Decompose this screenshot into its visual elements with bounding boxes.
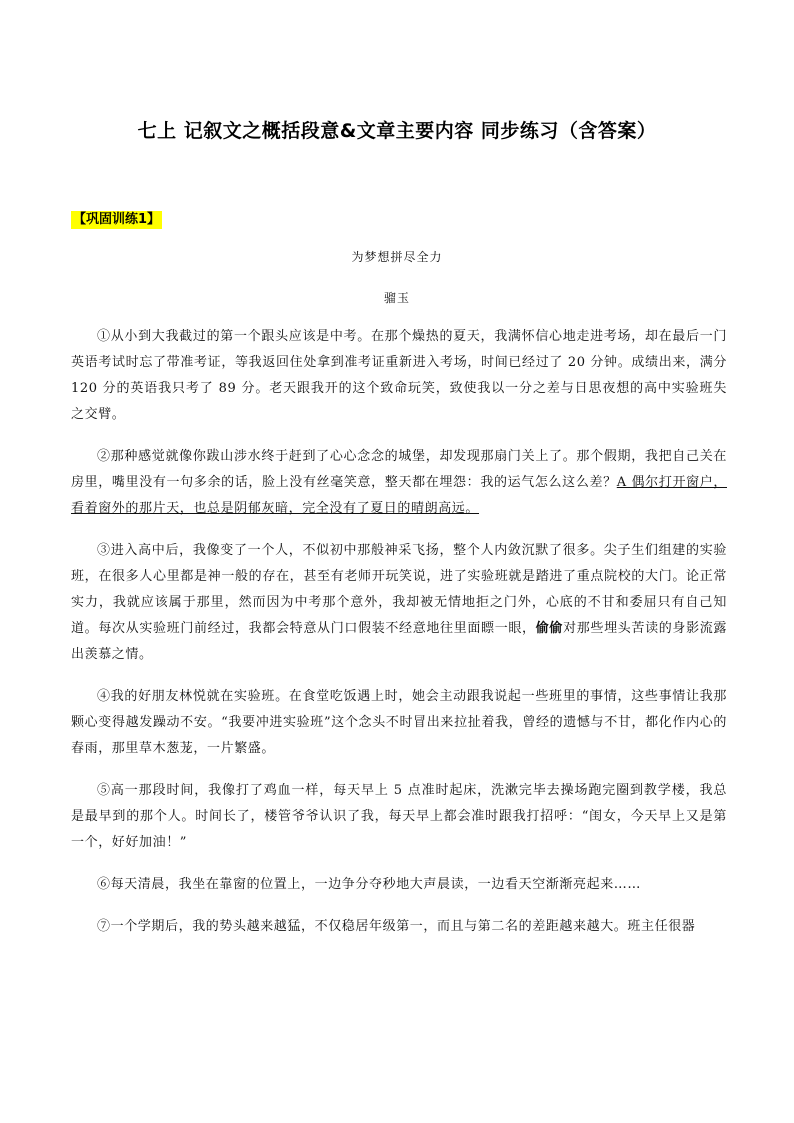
paragraph-7: ⑦一个学期后，我的势头越来越猛，不仅稳居年级第一，而且与第二名的差距越来越大。班主任很器 xyxy=(97,919,696,934)
essay-title: 为梦想拼尽全力 xyxy=(351,250,443,264)
paragraph-2 xyxy=(71,444,727,522)
section-tag-highlight: 【巩固训练1】 xyxy=(73,212,161,227)
paragraph-3-bold-word: 偷偷 xyxy=(535,621,564,636)
paragraph-3 xyxy=(71,538,727,668)
paragraph-3-text-a: ③进入高中后，我像变了一个人，不似初中那般神采飞扬，整个人内敛沉默了很多。尖子生们组建的实验班，在很多人心里都是神一般的存在，甚至有老师开玩笑说，进了实验班就是踏进了重点院校的大门。论正常实力，我就应该属于那里，然而因为中考那个意外，我却被无情地拒之门外，心底的不甘和委屈只有自己知道。每次从实验班门前经过，我都会特意从门口假装不经意地往里面瞟一眼， xyxy=(71,543,727,636)
paragraph-2-text: ②那种感觉就像你跋山涉水终于赶到了心心念念的城堡，却发现那扇门关上了。那个假期，我把自己关在房里，嘴里没有一句多余的话，脸上没有丝毫笑意，整天都在埋怨：我的运气怎么这么差？ xyxy=(71,449,727,490)
document-title: 七上 记叙文之概括段意&文章主要内容 同步练习（含答案） xyxy=(137,120,657,142)
paragraph-2-underlined-sentence-a: A 偶尔打开窗户，看着窗外的那片天，也总是阴郁灰暗，完全没有了夏日的晴朗高远。 xyxy=(71,475,727,516)
paragraph-5: ⑤高一那段时间，我像打了鸡血一样，每天早上 5 点准时起床，洗漱完毕去操场跑完圈到教学楼，我总是最早到的那个人。时间长了，楼管爷爷认识了我，每天早上都会准时跟我打招呼：“闺女，今天早上又是第一个，好好加油！” xyxy=(71,783,727,850)
paragraph-4: ④我的好朋友林悦就在实验班。在食堂吃饭遇上时，她会主动跟我说起一些班里的事情，这些事情让我那颗心变得越发躁动不安。“我要冲进实验班”这个念头不时冒出来拉扯着我，曾经的遗憾与不甘，都化作内心的春雨，那里草木葱茏，一片繁盛。 xyxy=(71,689,727,756)
paragraph-1: ①从小到大我截过的第一个跟头应该是中考。在那个燥热的夏天，我满怀信心地走进考场，却在最后一门英语考试时忘了带准考证，等我返回住处拿到准考证重新进入考场，时间已经过了 20 分钟。成绩出来，满分 120 分的英语我只考了 89 分。老天跟我开的这个致命玩笑，致使我以一分之差与日思夜想的高中实验班失之交臂。 xyxy=(71,329,727,422)
paragraph-6: ⑥每天清晨，我坐在靠窗的位置上，一边争分夺秒地大声晨读，一边看天空渐渐亮起来…… xyxy=(97,877,642,892)
essay-body xyxy=(71,324,727,956)
paragraph-3-text-b: 对那些埋头苦读的身影流露出羡慕之情。 xyxy=(71,621,728,662)
essay-author: 骝玉 xyxy=(383,291,410,305)
